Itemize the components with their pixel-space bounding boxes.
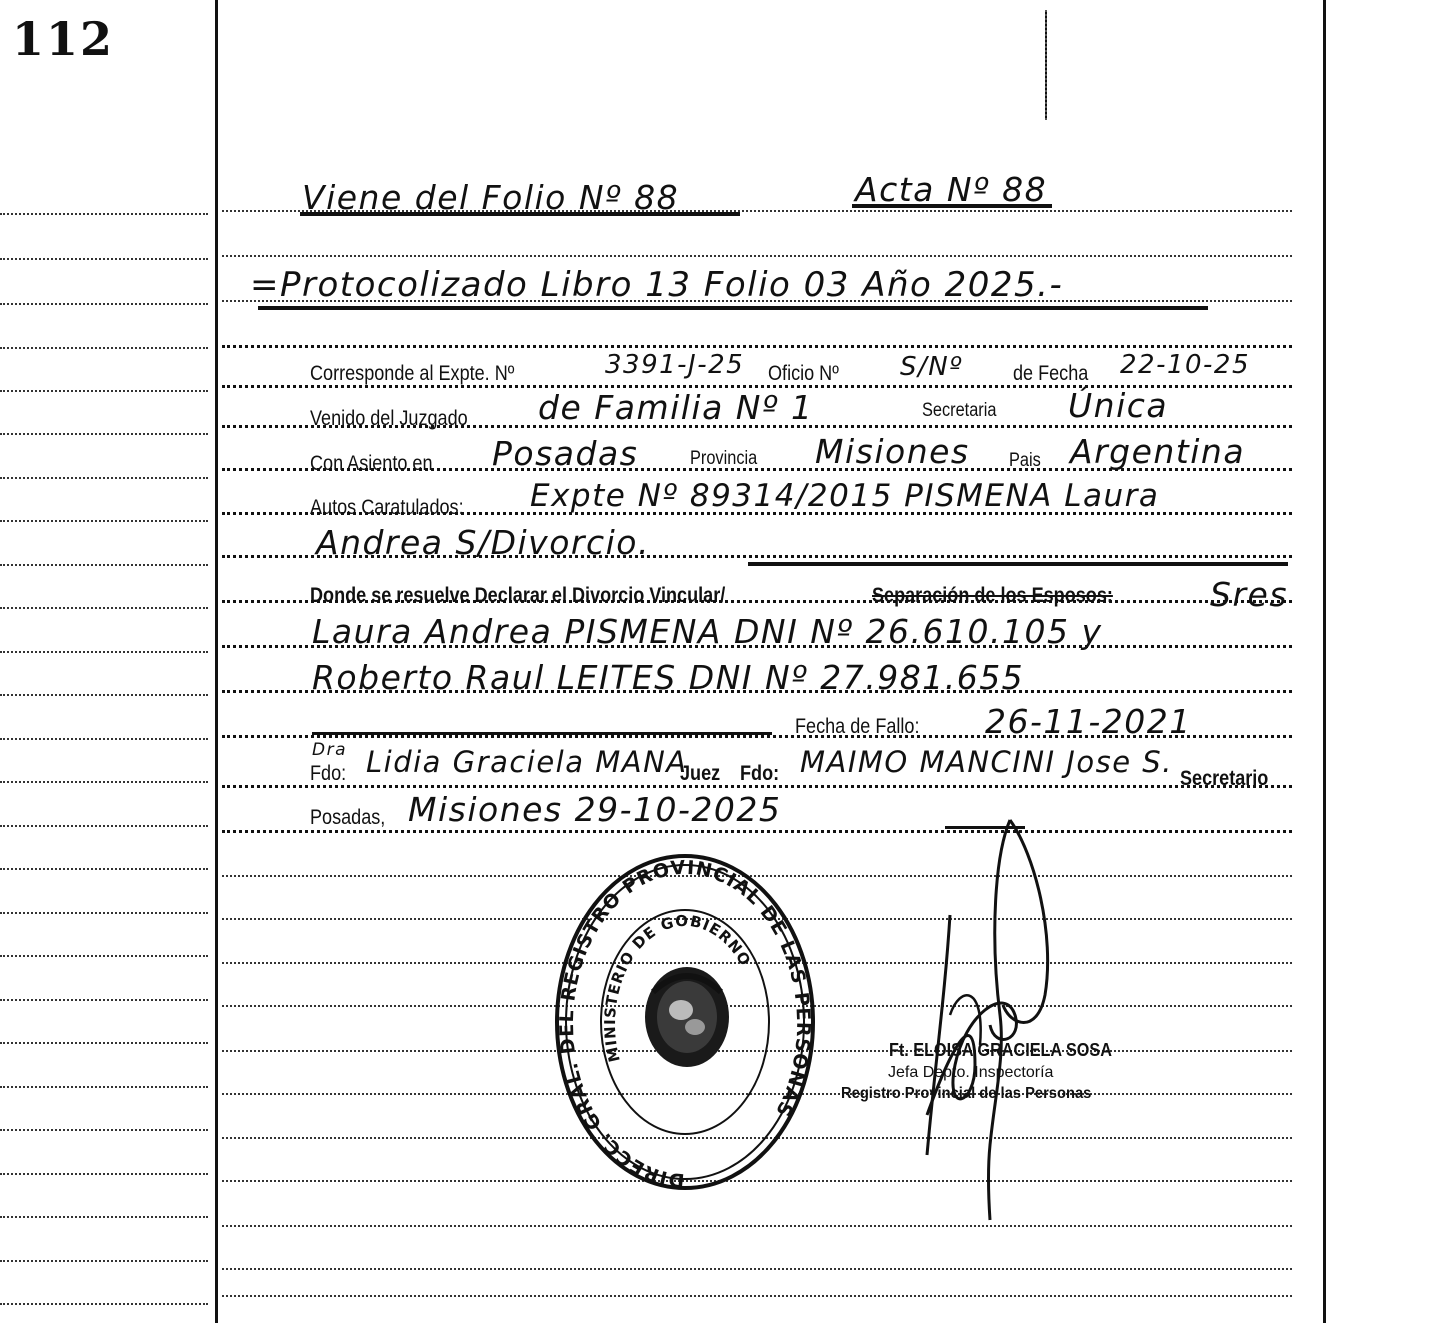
fold-mark	[1045, 10, 1047, 120]
venido-label: Venido del Juzgado	[310, 407, 468, 430]
secretario-value: MAIMO MANCINI Jose S.	[800, 745, 1173, 779]
autos-fill-line	[748, 562, 1288, 566]
asiento-value: Posadas	[492, 434, 639, 473]
stamp-org: Registro Provincial de las Personas	[841, 1085, 1092, 1102]
sres-text: Sres	[1210, 575, 1289, 614]
ruled-line	[0, 477, 208, 479]
juez-value: Lidia Graciela MANA	[366, 745, 688, 779]
ruled-line	[0, 258, 208, 260]
coat-of-arms-icon	[645, 967, 729, 1067]
autos-value-line2: Andrea S/Divorcio.	[316, 523, 650, 562]
ruled-line	[0, 303, 208, 305]
oficio-label: Oficio Nº	[768, 362, 839, 385]
ruled-line	[0, 1129, 208, 1131]
ruled-line	[222, 255, 1292, 257]
corresponde-label: Corresponde al Expte. Nº	[310, 362, 515, 385]
ruled-line	[0, 955, 208, 957]
ruled-line	[0, 1173, 208, 1175]
ruled-line	[0, 738, 208, 740]
official-seal	[553, 852, 818, 1192]
ruled-line	[0, 1086, 208, 1088]
ruled-line	[0, 607, 208, 609]
secretario-label: Secretario	[1180, 767, 1269, 790]
ruled-line	[0, 651, 208, 653]
autos-value-line1: Expte Nº 89314/2015 PISMENA Laura	[530, 478, 1160, 514]
viene-del-folio: Viene del Folio Nº 88	[302, 178, 680, 217]
protocolizado-note: =Protocolizado Libro 13 Folio 03 Año 2025.-	[250, 265, 1064, 305]
pais-value: Argentina	[1070, 432, 1246, 471]
ruled-line	[0, 564, 208, 566]
ruled-line	[0, 781, 208, 783]
ruled-line	[0, 1260, 208, 1262]
ruled-line	[222, 345, 1292, 348]
posadas-value: Misiones 29-10-2025	[408, 790, 782, 829]
ruled-line	[222, 1295, 1292, 1297]
dra-text: Dra	[312, 740, 347, 760]
ruled-line	[0, 912, 208, 914]
protocolizado-underline	[258, 306, 1208, 310]
seal-inner-text: MINISTERIO DE GOBIERNO	[600, 911, 755, 1064]
ruled-line	[0, 390, 208, 392]
fecha-label: de Fecha	[1013, 362, 1089, 385]
provincia-label: Provincia	[690, 448, 758, 469]
ruled-line	[0, 1303, 208, 1305]
donde-label: Donde se resuelve Declarar el Divorcio Vincular/	[310, 584, 726, 607]
page-number: 112	[12, 12, 115, 66]
autos-label: Autos Caratulados:	[310, 496, 464, 519]
ruled-line	[0, 868, 208, 870]
ruled-line	[0, 213, 208, 215]
esposos-line2: Roberto Raul LEITES DNI Nº 27.981.655	[312, 658, 1025, 697]
separacion-struck: Separación de los Esposos:	[872, 584, 1113, 607]
viene-underline	[300, 212, 740, 216]
esposos-line1: Laura Andrea PISMENA DNI Nº 26.610.105 y	[312, 612, 1103, 651]
ruled-line	[0, 694, 208, 696]
seal-outer-text: DIRECC. GRAL. DEL REGISTRO PROVINCIAL DE LAS PERSONAS	[555, 856, 815, 1192]
juez-label: Juez	[680, 762, 721, 785]
right-rule	[1323, 0, 1326, 1323]
ruled-line	[222, 1268, 1292, 1270]
juzgado-value: de Familia Nº 1	[538, 388, 814, 427]
stamp-role: Jefa Depto. Inspectoría	[888, 1064, 1054, 1081]
ruled-line	[0, 433, 208, 435]
stamp-name: Ft. ELOISA GRACIELA SOSA	[889, 1040, 1112, 1060]
asiento-label: Con Asiento en	[310, 452, 433, 475]
ruled-line	[0, 347, 208, 349]
ruled-line	[0, 1216, 208, 1218]
fallo-value: 26-11-2021	[985, 702, 1192, 741]
ruled-line	[222, 1225, 1292, 1227]
ruled-line	[0, 1042, 208, 1044]
margin-rule	[215, 0, 218, 1323]
oficio-value: S/Nº	[900, 352, 963, 382]
ruled-line	[0, 999, 208, 1001]
acta-underline	[852, 204, 1052, 208]
acta-number: Acta Nº 88	[855, 170, 1048, 209]
expte-value: 3391-J-25	[605, 350, 745, 380]
fdo-label: Fdo:	[310, 762, 347, 785]
handwritten-signature	[905, 815, 1065, 1225]
ruled-line	[222, 830, 1292, 833]
signature-stamp	[833, 1032, 1143, 1112]
ruled-line	[0, 825, 208, 827]
pais-label: Pais	[1009, 450, 1041, 471]
secretaria-value: Única	[1068, 386, 1169, 425]
secretaria-label: Secretaria	[922, 400, 997, 421]
fallo-label: Fecha de Fallo:	[795, 715, 920, 738]
fallo-fill-line	[312, 732, 772, 735]
posadas-label: Posadas,	[310, 806, 386, 829]
fecha-value: 22-10-25	[1120, 350, 1251, 380]
provincia-value: Misiones	[815, 432, 970, 471]
ruled-line	[0, 520, 208, 522]
fdo2-label: Fdo:	[740, 762, 780, 785]
